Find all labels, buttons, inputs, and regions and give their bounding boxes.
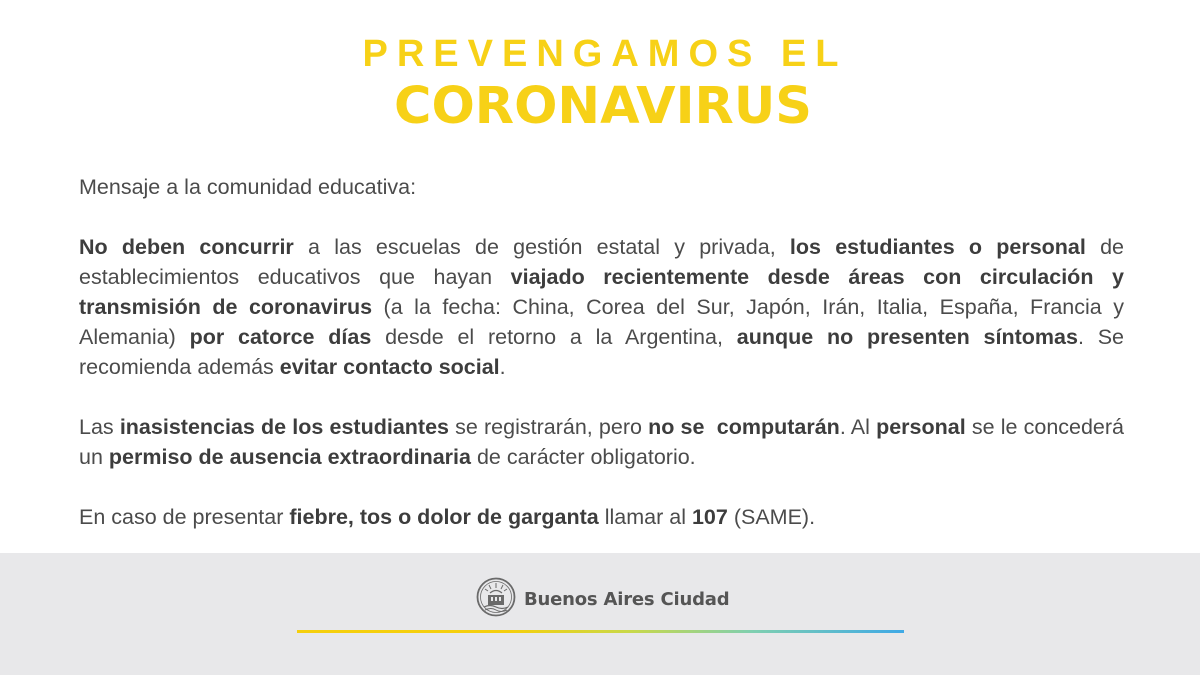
paragraph-symptoms <box>79 502 1124 532</box>
bold-text: por catorce días <box>189 325 372 349</box>
header <box>0 30 1200 136</box>
text: (a la fecha: China, Corea del Sur, Japón, Irán, Italia, España, Francia y Alemania) <box>79 295 1125 349</box>
bold-text: No deben concurrir <box>79 235 294 259</box>
gradient-divider <box>297 630 904 633</box>
spacer <box>79 472 1124 502</box>
message-body <box>79 172 1124 532</box>
text: (SAME). <box>727 505 816 529</box>
city-logo <box>476 573 729 625</box>
intro-line: Mensaje a la comunidad educativa: <box>79 175 417 199</box>
bold-text: aunque no presenten síntomas <box>736 325 1078 349</box>
text: a las escuelas de gestión estatal y privada, <box>293 235 790 259</box>
text: llamar al <box>598 505 692 529</box>
bold-text: los estudiantes o personal <box>789 235 1086 259</box>
bold-text: inasistencias de los estudiantes <box>119 415 449 439</box>
footer <box>0 553 1200 675</box>
text: desde el retorno a la Argentina, <box>371 325 737 349</box>
bold-text: evitar contacto social <box>279 355 500 379</box>
text: . Al <box>839 415 877 439</box>
text: . Se recomienda además <box>79 325 1125 379</box>
text: . <box>499 355 506 379</box>
title-top: PREVENGAMOS EL <box>362 33 848 75</box>
bold-text: personal <box>876 415 966 439</box>
spacer <box>79 202 1124 232</box>
text: de carácter obligatorio. <box>470 445 696 469</box>
text: se registrarán, pero <box>448 415 649 439</box>
city-seal-icon <box>476 577 516 622</box>
text: En caso de presentar <box>79 505 290 529</box>
bold-text: permiso de ausencia extraordinaria <box>108 445 471 469</box>
text: se le concederá un <box>79 415 1125 469</box>
text: Las <box>79 415 120 439</box>
bold-text: viajado recientemente desde áreas con circulación y transmisión de coronavirus <box>79 265 1124 319</box>
bold-text: fiebre, tos o dolor de garganta <box>289 505 599 529</box>
bold-text: no se computarán <box>648 415 840 439</box>
text: de establecimientos educativos que hayan <box>79 235 1125 289</box>
paragraph-absences <box>79 412 1124 472</box>
logo-text: Buenos Aires Ciudad <box>524 588 730 610</box>
page-title: CORONAVIRUS <box>394 77 812 136</box>
phone-number: 107 <box>691 505 728 529</box>
paragraph-travel <box>79 232 1124 382</box>
spacer <box>79 382 1124 412</box>
